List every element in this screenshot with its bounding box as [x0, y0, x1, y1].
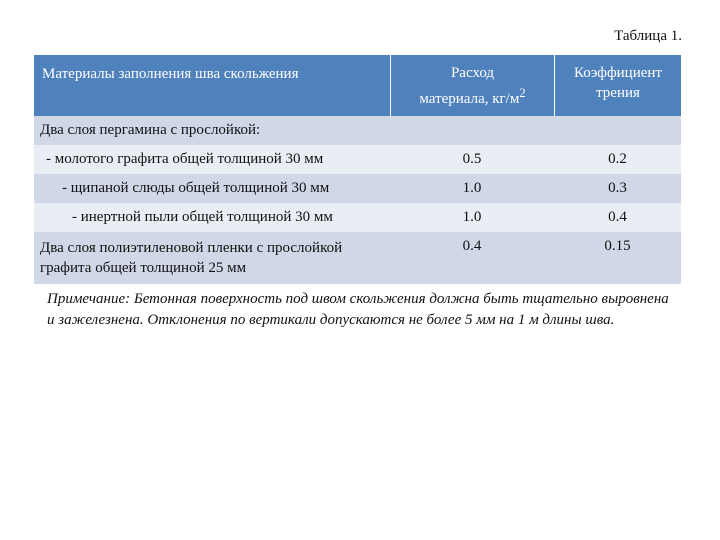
- row-material: - молотого графита общей толщиной 30 мм: [34, 145, 390, 174]
- table-row: [34, 145, 681, 174]
- table-row-group: [34, 116, 681, 145]
- header-consumption-sup: 2: [519, 86, 526, 100]
- table-row: [34, 203, 681, 232]
- row-consumption: 1.0: [390, 203, 554, 232]
- header-consumption-line1: Расход: [450, 65, 495, 81]
- row-consumption: 0.4: [390, 232, 554, 284]
- table-caption: Таблица 1.: [614, 28, 682, 44]
- header-consumption-line2: материала, кг/м: [419, 91, 520, 107]
- table-cell-empty: [554, 116, 681, 145]
- row-consumption: 0.5: [390, 145, 554, 174]
- header-material: Материалы заполнения шва скольжения: [34, 55, 390, 116]
- table-row: [34, 232, 681, 284]
- row-consumption: 1.0: [390, 174, 554, 203]
- row-friction: 0.2: [554, 145, 681, 174]
- row-friction: 0.4: [554, 203, 681, 232]
- row-material: - инертной пыли общей толщиной 30 мм: [34, 203, 390, 232]
- table-header-row: [34, 55, 681, 116]
- header-consumption: [390, 55, 554, 116]
- header-friction-line2: трения: [596, 85, 640, 101]
- table-row: [34, 174, 681, 203]
- header-friction: [554, 55, 681, 116]
- table-cell-empty: [390, 116, 554, 145]
- row-friction: 0.15: [554, 232, 681, 284]
- row-material: Два слоя полиэтиленовой пленки с прослойкой графита общей толщиной 25 мм: [34, 232, 390, 284]
- row-friction: 0.3: [554, 174, 681, 203]
- materials-table: [34, 55, 681, 284]
- table-note: Примечание: Бетонная поверхность под швом скольжения должна быть тщательно выровнена и зажелезнена. Отклонения по вертикали допускаются не более 5 мм на 1 м длины шва.: [47, 291, 669, 328]
- group-label: Два слоя пергамина с прослойкой:: [34, 116, 390, 145]
- row-material: - щипаной слюды общей толщиной 30 мм: [34, 174, 390, 203]
- header-friction-line1: Коэффициент: [574, 65, 662, 81]
